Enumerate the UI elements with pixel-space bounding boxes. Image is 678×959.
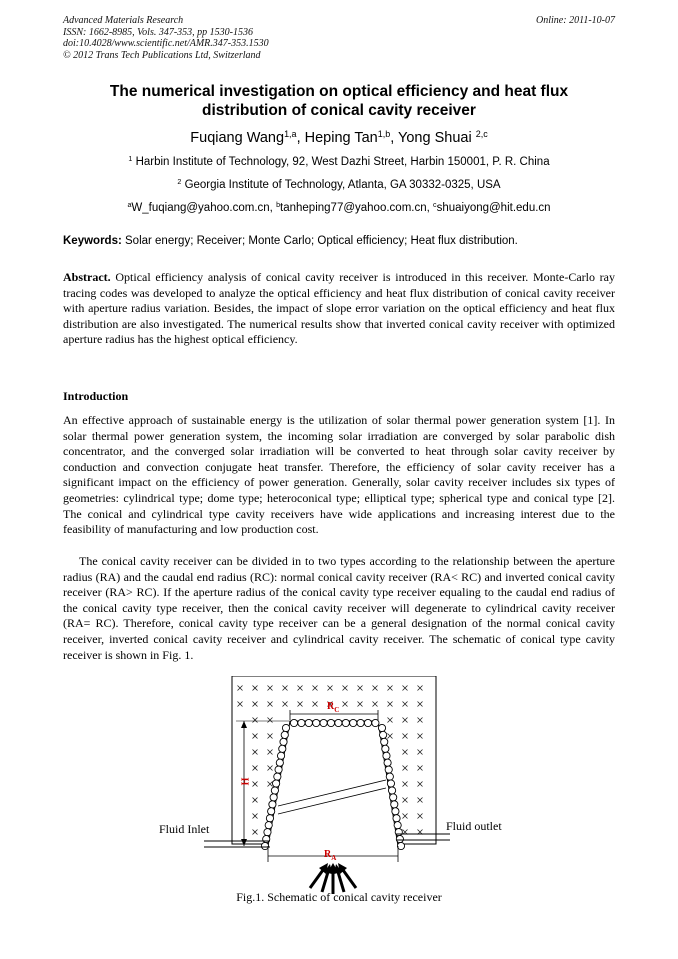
coil-tube — [381, 738, 388, 745]
hatch-cross — [388, 702, 393, 707]
coil-tube — [270, 794, 277, 801]
hatch-cross — [358, 686, 363, 691]
rc-subscript: C — [334, 706, 340, 714]
author-3: Yong Shuai — [398, 130, 472, 146]
hatch-cross — [403, 686, 408, 691]
coil-tube — [395, 829, 402, 836]
coil-tube — [264, 829, 271, 836]
hatch-cross — [268, 750, 273, 755]
affiliation-1-sup: 1 — [128, 155, 133, 164]
coil-tube — [396, 835, 403, 842]
coil-tube — [275, 766, 282, 773]
h-label: H — [240, 777, 252, 786]
hatch-cross — [283, 702, 288, 707]
email-1-sup: a — [127, 201, 132, 210]
hatch-cross — [268, 702, 273, 707]
title-line-2: distribution of conical cavity receiver — [202, 102, 476, 119]
hatch-cross — [418, 750, 423, 755]
coil-tube — [335, 719, 342, 726]
introduction-paragraph-2: The conical cavity receiver can be divided in to two types according to the relationship between the aperture radius (RA) and the caudal end radius (RC): normal conical cavity receiver (RA< RC) and inverted conical cavity receiver (RA> RC). If the aperture radius of the conical cavity type receiver equaling to the caudal end radius of the conical cavity type receiver, then the conical cavity receiver will degenerate to cylindrical cavity receiver (RA= RC). Therefore, conical cavity type receiver can be a general designation of the normal conical cavity receiver, inverted conical cavity receiver and cylindrical cavity receiver. The schematic of conical type cavity receiver is shown in Fig. 1. — [63, 554, 615, 662]
hatch-cross — [388, 686, 393, 691]
rc-letter: R — [327, 701, 335, 712]
introduction-paragraph-1: An effective approach of sustainable energy is the utilization of solar thermal power generation system [1]. In solar thermal power generation system, the incoming solar irradiation are converged by solar parabolic dish concentrator, and the converged solar irradiation will be converted to heat through solar cavity receiver by conduction and convection conjugate heat transfer. Therefore, the efficiency of solar cavity receiver has a significant impact on the efficiency of power generation. Generally, solar cavity receiver includes six types of geometries: cylindrical type; dome type; heteroconical type; elliptical type; spherical type and conical type [2]. The conical and cylindrical type cavity receivers have wide applications and increasing interest due to the feasibility of manufacturing and low production cost. — [63, 413, 615, 537]
coil-tube — [261, 842, 268, 849]
hatch-cross — [403, 798, 408, 803]
hatch-cross — [328, 686, 333, 691]
coil-tube — [263, 835, 270, 842]
coil-tube — [266, 815, 273, 822]
hatch-cross — [358, 702, 363, 707]
hatch-cross — [418, 718, 423, 723]
coil-tube — [290, 719, 297, 726]
hatch-cross — [268, 686, 273, 691]
coil-tube — [393, 815, 400, 822]
hatch-cross — [418, 782, 423, 787]
hatch-cross — [253, 750, 258, 755]
hatch-cross — [253, 702, 258, 707]
hatch-cross — [403, 718, 408, 723]
coil-tube — [390, 794, 397, 801]
coil-tube — [320, 719, 327, 726]
hatch-cross — [313, 702, 318, 707]
ra-letter: R — [324, 849, 332, 860]
email-line — [63, 202, 615, 214]
email-2: tanheping77@yahoo.com.cn, — [280, 202, 430, 214]
coil-tube — [298, 719, 305, 726]
coil-tube — [378, 724, 385, 731]
introduction-heading: Introduction — [63, 389, 129, 403]
hatch-cross — [388, 718, 393, 723]
affiliation-2-sup: 2 — [177, 178, 182, 187]
coil-tube — [357, 719, 364, 726]
hatch-cross — [283, 686, 288, 691]
online-date: Online: 2011-10-07 — [536, 15, 615, 26]
coil-tube — [350, 719, 357, 726]
affiliation-2-text: Georgia Institute of Technology, Atlanta, GA 30332-0325, USA — [184, 179, 501, 191]
coil-tube — [276, 759, 283, 766]
paper-title — [63, 82, 615, 120]
ray-arrow-4 — [338, 872, 344, 892]
title-line-1: The numerical investigation on optical efficiency and heat flux — [109, 83, 569, 100]
hatch-cross — [418, 766, 423, 771]
affiliation-2 — [63, 179, 615, 191]
affiliation-1-text: Harbin Institute of Technology, 92, West Dazhi Street, Harbin 150001, P. R. China — [135, 156, 550, 168]
coil-tube — [273, 780, 280, 787]
ray-arrow-5 — [343, 870, 356, 888]
copyright-line: © 2012 Trans Tech Publications Ltd, Switzerland — [63, 49, 261, 61]
hatch-cross — [238, 686, 243, 691]
coil-tube — [364, 719, 371, 726]
hatch-cross — [298, 686, 303, 691]
hatch-cross — [403, 766, 408, 771]
coil-tube — [383, 752, 390, 759]
author-list: Fuqiang Wang$^{1,a}$, Heping Tan$^{1,b}$, Yong Shuai $^{2,c}$ — [190, 129, 488, 146]
hatch-cross — [253, 686, 258, 691]
keywords-label: Keywords: — [63, 235, 122, 247]
coil-tube — [265, 822, 272, 829]
coil-tube — [385, 766, 392, 773]
hatch-cross — [403, 750, 408, 755]
affiliation-1 — [63, 156, 615, 168]
schematic-svg — [150, 676, 530, 898]
coil-tube — [380, 731, 387, 738]
hatch-cross — [403, 702, 408, 707]
fluid-inlet-label: Fluid Inlet — [159, 822, 210, 836]
email-1: W_fuqiang@yahoo.com.cn, — [131, 202, 273, 214]
coil-tube — [268, 808, 275, 815]
abstract — [63, 270, 615, 348]
h-arrow-top — [241, 721, 247, 728]
hatch-cross — [373, 702, 378, 707]
coil-tube — [269, 801, 276, 808]
hatch-cross — [268, 766, 273, 771]
author-2-sup: 1,b — [377, 129, 391, 140]
rc-label — [327, 701, 339, 714]
h-arrow-bottom — [241, 839, 247, 846]
coil-tube — [386, 773, 393, 780]
email-2-sup: b — [276, 201, 281, 210]
hatch-cross — [253, 734, 258, 739]
figure-caption: Fig.1. Schematic of conical cavity receiver — [236, 890, 442, 904]
abstract-label: Abstract. — [63, 270, 111, 284]
ra-subscript: A — [331, 854, 337, 862]
doi-line: doi:10.4028/www.scientific.net/AMR.347-353.1530 — [63, 38, 269, 49]
fluid-outlet-label: Fluid outlet — [446, 819, 502, 833]
hatch-cross — [418, 734, 423, 739]
hatch-cross — [418, 814, 423, 819]
hatch-cross — [268, 782, 273, 787]
hatch-cross — [253, 798, 258, 803]
hatch-cross — [418, 702, 423, 707]
coil-tube — [280, 738, 287, 745]
hatch-cross — [403, 782, 408, 787]
hatch-cross — [253, 830, 258, 835]
hatch-cross — [298, 702, 303, 707]
coil-tube — [305, 719, 312, 726]
hatch-cross — [313, 686, 318, 691]
coil-tube — [313, 719, 320, 726]
ray-arrow-2 — [322, 872, 328, 892]
coil-tube — [342, 719, 349, 726]
keywords-text: Solar energy; Receiver; Monte Carlo; Optical efficiency; Heat flux distribution. — [125, 235, 518, 247]
conical-cavity-figure — [150, 676, 530, 898]
coil-tube — [391, 801, 398, 808]
coil-tube — [382, 745, 389, 752]
coil-tube — [392, 808, 399, 815]
coil-tube — [327, 719, 334, 726]
hatch-cross — [403, 734, 408, 739]
ra-label — [324, 849, 336, 862]
hatch-cross — [253, 766, 258, 771]
coil-tube — [282, 724, 289, 731]
hatch-cross — [343, 686, 348, 691]
author-2: Heping Tan — [304, 130, 378, 146]
coil-tube — [397, 842, 404, 849]
hatch-cross — [403, 814, 408, 819]
coil-tube — [384, 759, 391, 766]
hatch-cross — [253, 718, 258, 723]
journal-name: Advanced Materials Research — [63, 15, 184, 26]
coil-tube — [372, 719, 379, 726]
ray-arrow-1 — [310, 870, 323, 888]
hatch-cross — [238, 702, 243, 707]
coil-tube — [387, 780, 394, 787]
coil-tube — [277, 752, 284, 759]
hatch-cross — [388, 734, 393, 739]
hatch-cross — [253, 782, 258, 787]
abstract-text: Optical efficiency analysis of conical cavity receiver is introduced in this receiver. Monte-Carlo ray tracing codes was developed to analyze the optical efficiency and heat flux distribution of conical cavity receiver with aperture radius variation. Besides, the impact of slope error variation on the optical efficiency and heat flux distribution are also investigated. The numerical results show that inverted conical cavity receiver with optimized aperture radius has the highest optical efficiency. — [63, 270, 616, 347]
coil-tube — [271, 787, 278, 794]
coil-tube — [281, 731, 288, 738]
keywords — [63, 235, 615, 247]
email-3: shuaiyong@hit.edu.cn — [436, 202, 551, 214]
email-3-sup: c — [433, 201, 437, 210]
coil-tube — [279, 745, 286, 752]
hatch-cross — [268, 718, 273, 723]
hatch-cross — [373, 686, 378, 691]
author-1: Fuqiang Wang — [190, 130, 285, 146]
author-3-sup: 2,c — [475, 129, 488, 140]
hatch-cross — [268, 734, 273, 739]
hatch-cross — [418, 798, 423, 803]
hatch-cross — [343, 702, 348, 707]
journal-header — [63, 15, 615, 61]
hatch-cross — [418, 686, 423, 691]
author-1-sup: 1,a — [284, 129, 297, 140]
hatch-cross — [253, 814, 258, 819]
coil-tube — [394, 822, 401, 829]
coil-tube — [274, 773, 281, 780]
cavity-interior — [268, 721, 398, 846]
coil-tube — [388, 787, 395, 794]
issn-line: ISSN: 1662-8985, Vols. 347-353, pp 1530-1536 — [63, 26, 253, 38]
